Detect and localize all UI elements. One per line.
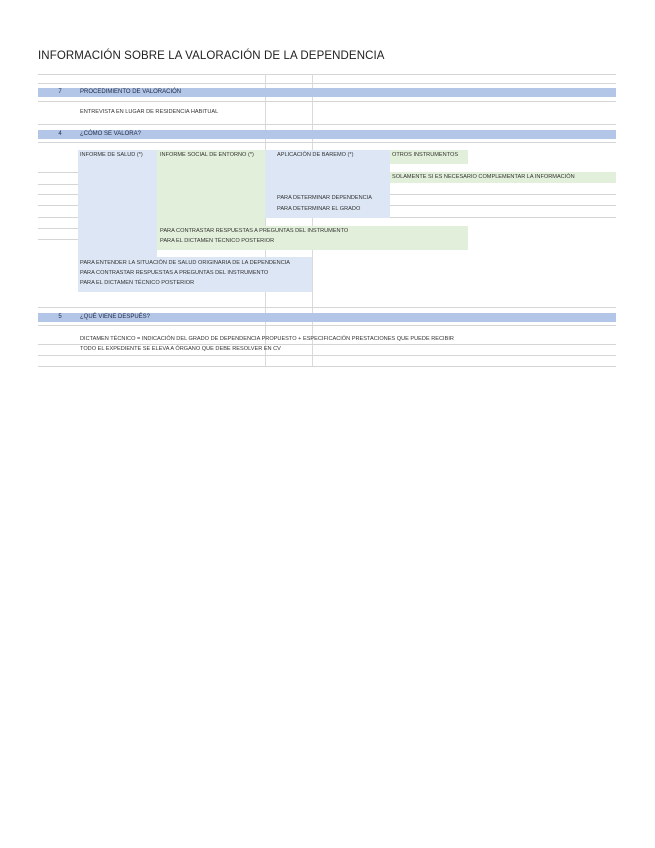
section-number: 5 xyxy=(58,314,62,320)
grid-line xyxy=(265,74,266,367)
salud-label: INFORME DE SALUD (*) xyxy=(80,152,143,158)
grid-line xyxy=(38,205,78,206)
section-label: ¿QUÉ VIENE DESPUÉS? xyxy=(80,314,151,320)
grid-line xyxy=(38,101,616,102)
social-note: PARA EL DICTAMEN TÉCNICO POSTERIOR xyxy=(160,238,275,244)
grid-line xyxy=(38,194,78,195)
grid-line xyxy=(38,239,78,240)
after-text: TODO EL EXPEDIENTE SE ELEVA A ÓRGANO QUE DEBE RESOLVER EN CV xyxy=(80,346,281,352)
otros-note: SOLAMENTE SI ES NECESARIO COMPLEMENTAR LA INFORMACIÓN xyxy=(392,174,575,180)
grid-line xyxy=(38,366,616,367)
section-number: 4 xyxy=(58,131,62,137)
grid-line xyxy=(38,228,78,229)
grid-line xyxy=(38,142,616,143)
after-text: DICTAMEN TÉCNICO = INDICACIÓN DEL GRADO DE DEPENDENCIA PROPUESTO + ESPECIFICACIÓN PRESTACIONES QUE PUEDE RECIBIR xyxy=(80,336,454,342)
baremo-note: PARA DETERMINAR EL GRADO xyxy=(277,206,361,212)
grid-line xyxy=(38,307,616,308)
section-label: PROCEDIMIENTO DE VALORACIÓN xyxy=(80,89,182,95)
grid-line xyxy=(38,355,616,356)
grid-line xyxy=(38,344,616,345)
grid-line xyxy=(38,83,616,84)
section-header-como-se-valora xyxy=(38,130,616,139)
grid-line xyxy=(38,124,616,125)
section-number: 7 xyxy=(58,89,62,95)
procedure-text: ENTREVISTA EN LUGAR DE RESIDENCIA HABITUAL xyxy=(80,109,219,115)
page-title: INFORMACIÓN SOBRE LA VALORACIÓN DE LA DEPENDENCIA xyxy=(38,50,385,62)
salud-note: PARA EL DICTAMEN TÉCNICO POSTERIOR xyxy=(80,280,195,286)
grid-line xyxy=(38,172,78,173)
otros-label: OTROS INSTRUMENTOS xyxy=(392,152,459,158)
social-note: PARA CONTRASTAR RESPUESTAS A PREGUNTAS DEL INSTRUMENTO xyxy=(160,228,349,234)
grid-line xyxy=(38,184,78,185)
section-label: ¿CÓMO SE VALORA? xyxy=(80,131,141,137)
grid-line xyxy=(38,325,616,326)
baremo-note: PARA DETERMINAR DEPENDENCIA xyxy=(277,195,373,201)
section-header-procedimiento xyxy=(38,88,616,97)
grid-line xyxy=(38,74,616,75)
section-header-que-viene-despues xyxy=(38,313,616,322)
grid-line xyxy=(38,217,78,218)
salud-note: PARA ENTENDER LA SITUACIÓN DE SALUD ORIGINARIA DE LA DEPENDENCIA xyxy=(80,260,291,266)
grid-line xyxy=(390,205,616,206)
social-label: INFORME SOCIAL DE ENTORNO (*) xyxy=(160,152,254,158)
baremo-label: APLICACIÓN DE BAREMO (*) xyxy=(277,152,354,158)
grid-line xyxy=(390,217,616,218)
grid-line xyxy=(390,194,616,195)
grid-line xyxy=(312,74,313,367)
salud-note: PARA CONTRASTAR RESPUESTAS A PREGUNTAS DEL INSTRUMENTO xyxy=(80,270,269,276)
